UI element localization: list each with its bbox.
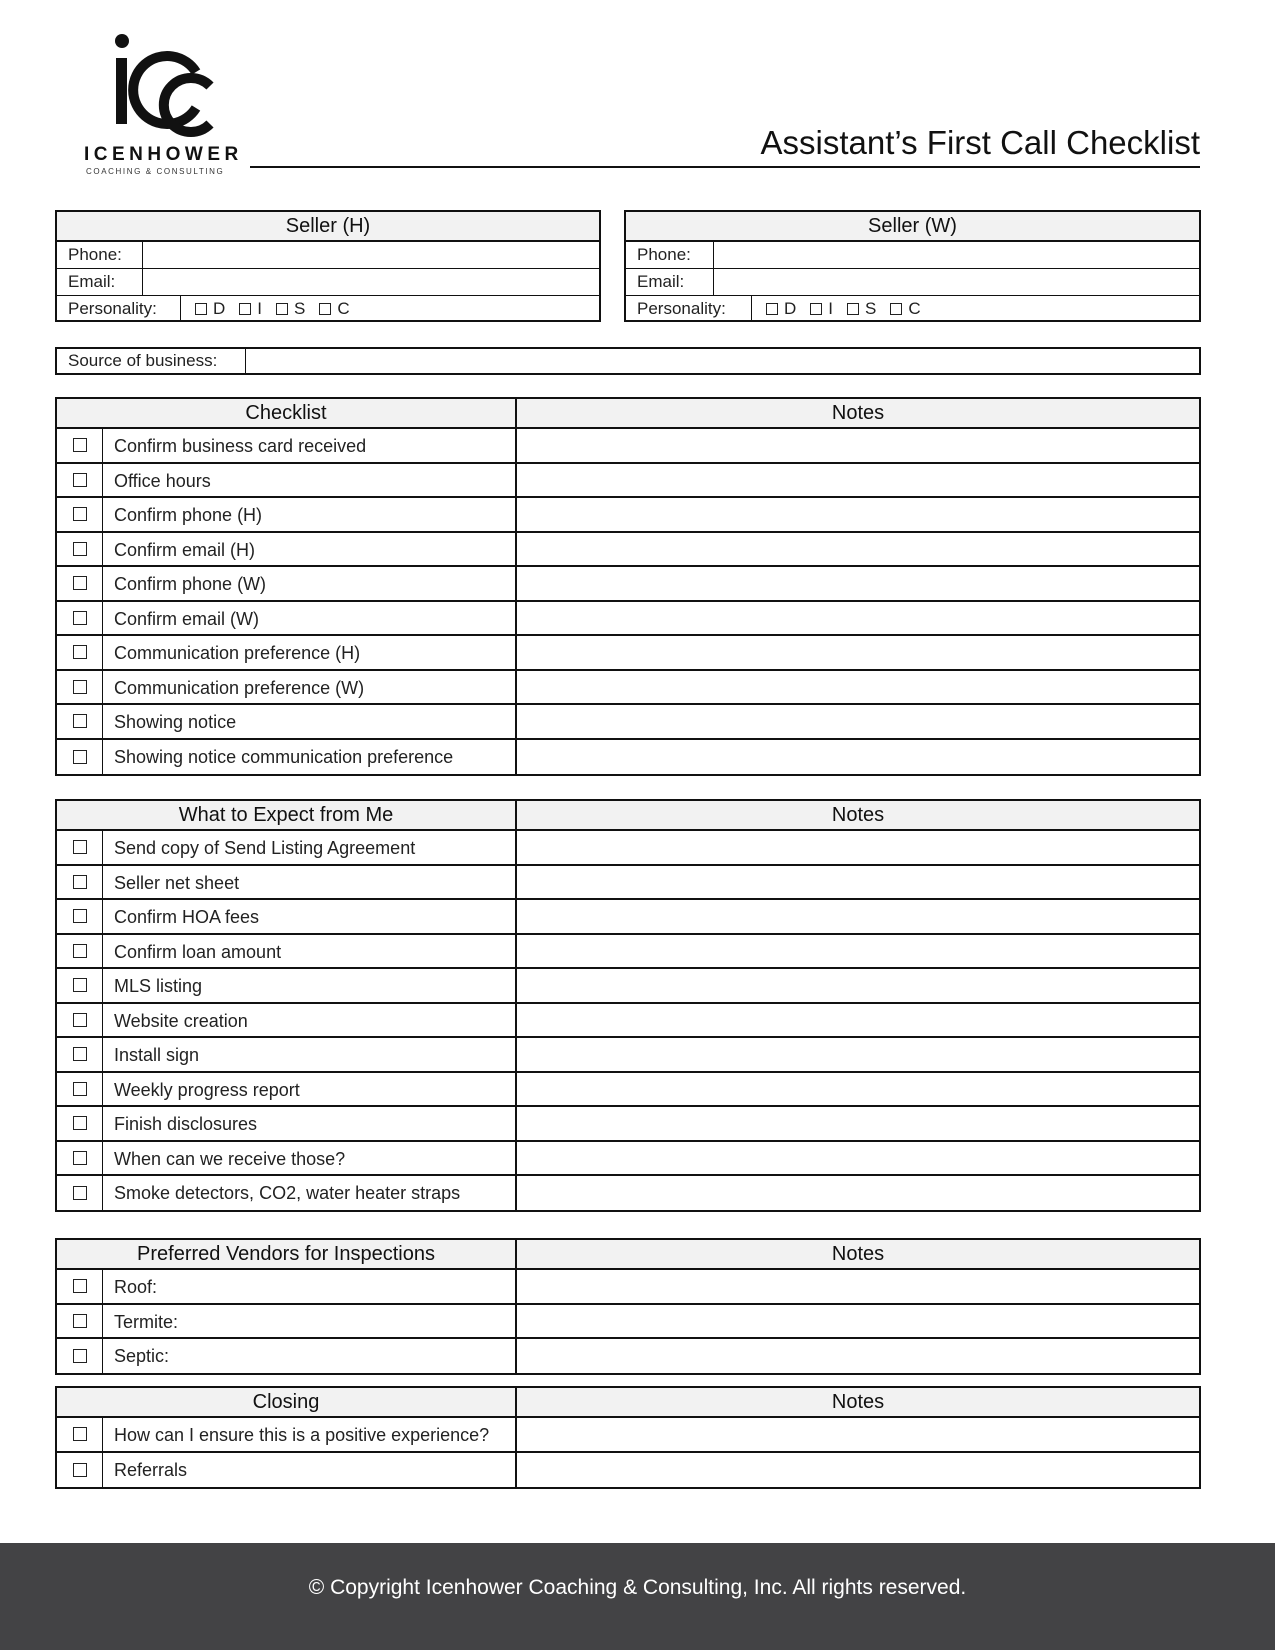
table-row <box>57 1073 1199 1108</box>
seller-w-phone-row <box>626 242 1199 269</box>
checkbox[interactable] <box>810 303 822 315</box>
checklist-item-label: Install sign <box>103 1038 517 1071</box>
notes-field[interactable] <box>517 1073 1199 1106</box>
section-header <box>57 801 1199 831</box>
checkbox[interactable] <box>73 1151 87 1165</box>
row-checkbox-cell <box>57 1270 103 1303</box>
checklist-item-label: Communication preference (W) <box>103 671 517 704</box>
seller-h-phone-label: Phone: <box>57 242 143 268</box>
personality-option-d[interactable]: D <box>766 299 796 319</box>
checklist-item-label: Roof: <box>103 1270 517 1303</box>
checkbox[interactable] <box>847 303 859 315</box>
checkbox[interactable] <box>73 1349 87 1363</box>
notes-field[interactable] <box>517 498 1199 531</box>
table-row <box>57 866 1199 901</box>
table-row <box>57 671 1199 706</box>
row-checkbox-cell <box>57 636 103 669</box>
checkbox[interactable] <box>73 714 87 728</box>
section-table <box>55 1386 1201 1489</box>
notes-field[interactable] <box>517 1142 1199 1175</box>
seller-w-phone-field[interactable] <box>714 242 1199 268</box>
seller-w-email-field[interactable] <box>714 269 1199 295</box>
notes-field[interactable] <box>517 1305 1199 1338</box>
row-checkbox-cell <box>57 498 103 531</box>
checklist-item-label: Septic: <box>103 1339 517 1373</box>
row-checkbox-cell <box>57 866 103 899</box>
checkbox[interactable] <box>73 680 87 694</box>
checkbox[interactable] <box>73 645 87 659</box>
checkbox[interactable] <box>73 978 87 992</box>
company-logo <box>84 28 244 178</box>
checklist-item-label: How can I ensure this is a positive experience? <box>103 1418 517 1451</box>
source-field[interactable] <box>246 349 1199 373</box>
row-checkbox-cell <box>57 1004 103 1037</box>
seller-h-personality-row <box>57 296 599 322</box>
seller-h-email-row <box>57 269 599 296</box>
section-header <box>57 1240 1199 1270</box>
row-checkbox-cell <box>57 1176 103 1210</box>
notes-field[interactable] <box>517 740 1199 774</box>
checklist-item-label: Confirm phone (H) <box>103 498 517 531</box>
seller-h-personality-label: Personality: <box>57 296 181 322</box>
checklist-item-label: Finish disclosures <box>103 1107 517 1140</box>
notes-field[interactable] <box>517 1339 1199 1373</box>
notes-field[interactable] <box>517 900 1199 933</box>
notes-heading: Notes <box>831 804 885 826</box>
seller-h-phone-field[interactable] <box>143 242 599 268</box>
table-row <box>57 429 1199 464</box>
table-row <box>57 1142 1199 1177</box>
checkbox[interactable] <box>73 611 87 625</box>
personality-option-s[interactable]: S <box>847 299 876 319</box>
checkbox[interactable] <box>195 303 207 315</box>
table-row <box>57 567 1199 602</box>
checkbox[interactable] <box>73 1314 87 1328</box>
seller-h-heading: Seller (H) <box>57 212 599 242</box>
section-heading: Preferred Vendors for Inspections <box>57 1240 517 1268</box>
personality-option-i[interactable]: I <box>239 299 262 319</box>
checkbox[interactable] <box>276 303 288 315</box>
row-checkbox-cell <box>57 1453 103 1487</box>
checklist-item-label: Confirm email (W) <box>103 602 517 635</box>
footer <box>0 1543 1275 1650</box>
section-heading: Closing <box>57 1388 517 1416</box>
checkbox[interactable] <box>73 944 87 958</box>
row-checkbox-cell <box>57 1418 103 1451</box>
notes-field[interactable] <box>517 1270 1199 1303</box>
checkbox[interactable] <box>73 750 87 764</box>
row-checkbox-cell <box>57 464 103 497</box>
checkbox[interactable] <box>73 909 87 923</box>
source-of-business-box <box>55 347 1201 375</box>
table-row <box>57 900 1199 935</box>
row-checkbox-cell <box>57 900 103 933</box>
notes-field[interactable] <box>517 1453 1199 1487</box>
table-row <box>57 1038 1199 1073</box>
seller-h-personality-options <box>181 296 599 322</box>
logo-wordmark: ICENHOWER <box>84 144 243 165</box>
row-checkbox-cell <box>57 567 103 600</box>
copyright-text: © Copyright Icenhower Coaching & Consulting, Inc. All rights reserved. <box>308 1576 967 1599</box>
row-checkbox-cell <box>57 533 103 566</box>
seller-w-email-label: Email: <box>626 269 714 295</box>
checklist-item-label: Send copy of Send Listing Agreement <box>103 831 517 864</box>
notes-field[interactable] <box>517 429 1199 462</box>
seller-w-personality-row <box>626 296 1199 322</box>
section-table <box>55 397 1201 776</box>
checklist-item-label: Website creation <box>103 1004 517 1037</box>
checklist-item-label: Communication preference (H) <box>103 636 517 669</box>
table-row <box>57 464 1199 499</box>
table-row <box>57 1339 1199 1373</box>
seller-w-personality-options <box>752 296 1199 322</box>
checkbox[interactable] <box>73 1463 87 1477</box>
seller-h-email-field[interactable] <box>143 269 599 295</box>
checklist-item-label: When can we receive those? <box>103 1142 517 1175</box>
notes-heading: Notes <box>831 402 885 424</box>
checkbox[interactable] <box>73 1186 87 1200</box>
checklist-item-label: Office hours <box>103 464 517 497</box>
page-title: Assistant’s First Call Checklist <box>760 124 1200 161</box>
seller-h-email-label: Email: <box>57 269 143 295</box>
source-label: Source of business: <box>57 349 246 373</box>
notes-field[interactable] <box>517 1038 1199 1071</box>
checklist-item-label: Confirm HOA fees <box>103 900 517 933</box>
row-checkbox-cell <box>57 1107 103 1140</box>
notes-field[interactable] <box>517 1176 1199 1210</box>
notes-field[interactable] <box>517 935 1199 968</box>
row-checkbox-cell <box>57 1073 103 1106</box>
notes-field[interactable] <box>517 1004 1199 1037</box>
checkbox[interactable] <box>73 1013 87 1027</box>
notes-field[interactable] <box>517 636 1199 669</box>
checklist-item-label: Confirm business card received <box>103 429 517 462</box>
section-heading: Checklist <box>57 399 517 427</box>
checkbox[interactable] <box>73 1279 87 1293</box>
seller-w-box <box>624 210 1201 322</box>
notes-heading: Notes <box>831 1243 885 1265</box>
row-checkbox-cell <box>57 602 103 635</box>
table-row <box>57 740 1199 774</box>
table-row <box>57 1176 1199 1210</box>
row-checkbox-cell <box>57 1142 103 1175</box>
section-heading: What to Expect from Me <box>57 801 517 829</box>
source-row <box>57 349 1199 373</box>
checklist-item-label: Confirm loan amount <box>103 935 517 968</box>
table-row <box>57 1453 1199 1487</box>
personality-option-c[interactable]: C <box>890 299 920 319</box>
section-table <box>55 1238 1201 1375</box>
table-row <box>57 705 1199 740</box>
row-checkbox-cell <box>57 429 103 462</box>
checkbox[interactable] <box>73 473 87 487</box>
notes-field[interactable] <box>517 705 1199 738</box>
notes-field[interactable] <box>517 831 1199 864</box>
table-row <box>57 831 1199 866</box>
checklist-item-label: Showing notice <box>103 705 517 738</box>
icc-logo-mark <box>84 28 244 146</box>
table-row <box>57 1107 1199 1142</box>
notes-field[interactable] <box>517 567 1199 600</box>
row-checkbox-cell <box>57 969 103 1002</box>
table-row <box>57 636 1199 671</box>
row-checkbox-cell <box>57 831 103 864</box>
row-checkbox-cell <box>57 1038 103 1071</box>
row-checkbox-cell <box>57 740 103 774</box>
checklist-item-label: Seller net sheet <box>103 866 517 899</box>
seller-w-heading: Seller (W) <box>626 212 1199 242</box>
checkbox[interactable] <box>73 542 87 556</box>
seller-w-email-row <box>626 269 1199 296</box>
section-header <box>57 1388 1199 1418</box>
checkbox[interactable] <box>766 303 778 315</box>
notes-field[interactable] <box>517 533 1199 566</box>
row-checkbox-cell <box>57 1305 103 1338</box>
checklist-item-label: Weekly progress report <box>103 1073 517 1106</box>
notes-field[interactable] <box>517 866 1199 899</box>
personality-option-s[interactable]: S <box>276 299 305 319</box>
section-header <box>57 399 1199 429</box>
checkbox[interactable] <box>73 1047 87 1061</box>
notes-heading: Notes <box>831 1391 885 1413</box>
row-checkbox-cell <box>57 671 103 704</box>
checklist-item-label: Referrals <box>103 1453 517 1487</box>
checkbox[interactable] <box>73 576 87 590</box>
checkbox[interactable] <box>73 875 87 889</box>
row-checkbox-cell <box>57 705 103 738</box>
personality-option-c[interactable]: C <box>319 299 349 319</box>
table-row <box>57 602 1199 637</box>
checkbox[interactable] <box>73 507 87 521</box>
checkbox[interactable] <box>73 840 87 854</box>
notes-field[interactable] <box>517 969 1199 1002</box>
checklist-item-label: Smoke detectors, CO2, water heater straps <box>103 1176 517 1210</box>
seller-h-box <box>55 210 601 322</box>
notes-field[interactable] <box>517 602 1199 635</box>
table-row <box>57 1004 1199 1039</box>
personality-option-i[interactable]: I <box>810 299 833 319</box>
seller-w-phone-label: Phone: <box>626 242 714 268</box>
checkbox[interactable] <box>73 1082 87 1096</box>
checkbox[interactable] <box>73 1427 87 1441</box>
checklist-item-label: Confirm email (H) <box>103 533 517 566</box>
table-row <box>57 1305 1199 1340</box>
checkbox[interactable] <box>890 303 902 315</box>
checkbox[interactable] <box>73 438 87 452</box>
row-checkbox-cell <box>57 1339 103 1373</box>
table-row <box>57 969 1199 1004</box>
seller-w-personality-label: Personality: <box>626 296 752 322</box>
checkbox[interactable] <box>239 303 251 315</box>
checkbox[interactable] <box>319 303 331 315</box>
title-divider <box>250 166 1200 168</box>
seller-h-phone-row <box>57 242 599 269</box>
checklist-item-label: Termite: <box>103 1305 517 1338</box>
table-row <box>57 533 1199 568</box>
checklist-item-label: Confirm phone (W) <box>103 567 517 600</box>
notes-field[interactable] <box>517 464 1199 497</box>
notes-field[interactable] <box>517 1418 1199 1451</box>
notes-field[interactable] <box>517 1107 1199 1140</box>
personality-option-d[interactable]: D <box>195 299 225 319</box>
table-row <box>57 498 1199 533</box>
logo-tagline: COACHING & CONSULTING <box>86 167 225 176</box>
row-checkbox-cell <box>57 935 103 968</box>
section-table <box>55 799 1201 1212</box>
notes-field[interactable] <box>517 671 1199 704</box>
table-row <box>57 1270 1199 1305</box>
table-row <box>57 935 1199 970</box>
table-row <box>57 1418 1199 1453</box>
checklist-item-label: MLS listing <box>103 969 517 1002</box>
checkbox[interactable] <box>73 1116 87 1130</box>
checklist-item-label: Showing notice communication preference <box>103 740 517 774</box>
